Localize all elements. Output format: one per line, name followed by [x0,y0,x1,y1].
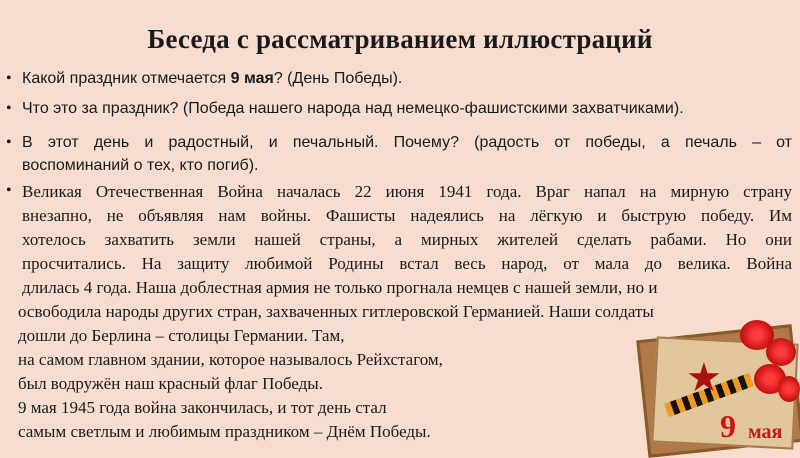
story-line-3: хотелось захватить земли нашей страны, а мирных жителей сделать рабами. Но они [22,230,792,249]
continuation-line-6: самым светлым и любимым праздником – Днём Победы. [18,422,431,441]
victory-day-postcard-image [628,318,800,449]
picture-nine: 9 [720,408,736,444]
question-3-line-2: воспоминаний о тех, кто погиб). [22,157,259,174]
carnation-icon [766,338,796,366]
bullet-marker: • [6,182,12,199]
story-line-2: внезапно, не объявляя нам войны. Фашисты надеялись на лёгкую и быструю победу. Им [22,206,792,225]
continuation-line-5: 9 мая 1945 года война закончилась, и тот день стал [18,398,387,417]
question-1 [22,70,402,88]
picture-maya: мая [748,421,783,443]
continuation-line-1: освободила народы других стран, захваченных гитлеровской Германией. Наши солдаты [18,302,654,321]
slide-title: Беседа с рассматриванием иллюстраций [147,24,653,54]
question-1-pre: Какой праздник отмечается [22,70,231,87]
story-line-5: длилась 4 года. Наша доблестная армия не только прогнала немцев с нашей земли, но и [22,278,658,297]
question-2: Что это за праздник? (Победа нашего народа над немецко-фашистскими захватчиками). [22,100,684,117]
story-line-4: просчитались. На защиту любимой Родины встал весь народ, от мала до велика. Война [22,254,792,273]
story-line-1: Великая Отечественная Война началась 22 июня 1941 года. Враг напал на мирную страну [22,182,792,201]
order-star-icon: ★ [686,355,722,400]
bullet-marker: • [6,134,12,151]
continuation-line-2: дошли до Берлина – столицы Германии. Там, [18,326,345,345]
continuation-line-4: был водружён наш красный флаг Победы. [18,374,323,393]
question-1-post: ? (День Победы). [273,70,403,87]
continuation-line-3: на самом главном здании, которое называлось Рейхстагом, [18,350,443,369]
question-3-line-1: В этот день и радостный, и печальный. Почему? (радость от победы, а печаль – от [22,134,792,151]
question-1-bold: 9 мая [230,70,274,87]
bullet-marker: • [6,100,12,117]
bullet-marker: • [6,70,12,87]
carnation-icon [778,376,800,402]
